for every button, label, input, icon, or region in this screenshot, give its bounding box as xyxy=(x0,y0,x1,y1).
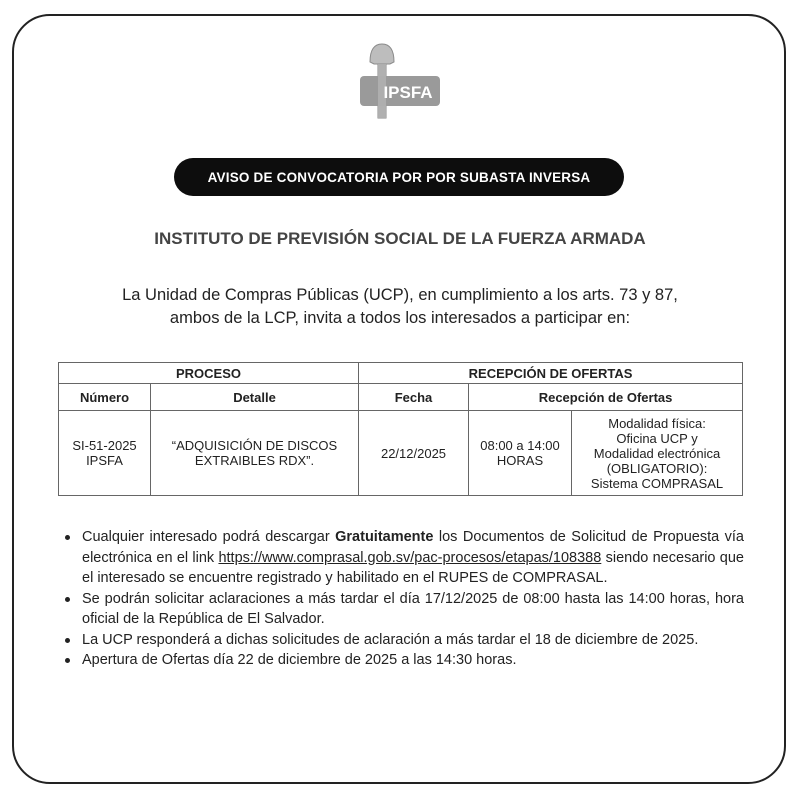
modalidad-line: (OBLIGATORIO): xyxy=(606,460,708,476)
detalle-line-1: “ADQUISICIÓN DE DISCOS xyxy=(171,438,338,453)
bullet-text: siendo necesario que el interesado se encuentre registrado y habilitado en el RUPES de COMPRASAL. xyxy=(82,549,744,586)
cell-fecha: 22/12/2025 xyxy=(359,411,469,496)
horario-line-2: HORAS xyxy=(496,453,544,468)
process-table xyxy=(58,362,743,496)
intro-line-2: ambos de la LCP, invita a todos los interesados a participar en: xyxy=(169,309,631,327)
bullet-dot-icon xyxy=(65,658,70,663)
bullet-text: La UCP responderá a dichas solicitudes de aclaración a más tardar el 18 de diciembre de 2025. xyxy=(82,631,699,648)
bullet-dot-icon xyxy=(65,638,70,643)
numero-line-2: IPSFA xyxy=(86,453,123,468)
modalidad-line: Oficina UCP y xyxy=(616,430,698,446)
column-header-detalle: Detalle xyxy=(151,384,359,411)
modalidad-line: Modalidad electrónica xyxy=(593,445,721,461)
bullet-text: los Documentos de Solicitud de Propuesta vía electrónica en el link xyxy=(82,529,744,566)
column-header-fecha: Fecha xyxy=(359,384,469,411)
column-header-numero: Número xyxy=(59,384,151,411)
notice-banner: AVISO DE CONVOCATORIA POR POR SUBASTA INVERSA xyxy=(174,158,624,196)
table-row xyxy=(59,411,743,496)
table-group-header-row xyxy=(59,363,743,384)
bullet-text: Se podrán solicitar aclaraciones a más tardar el día 17/12/2025 de 08:00 hasta las 14:00 horas, hora oficial de la República de El Salvador. xyxy=(82,590,744,627)
cell-modalidad xyxy=(572,411,743,496)
cell-detalle xyxy=(151,411,359,496)
bullet-bold-text: Gratuitamente xyxy=(335,529,434,545)
table-column-header-row xyxy=(59,384,743,411)
bullet-dot-icon xyxy=(65,597,70,602)
bullet-clarifications xyxy=(82,589,744,630)
cell-horario xyxy=(469,411,572,496)
column-header-recepcion: Recepción de Ofertas xyxy=(469,384,743,411)
detalle-line-2: EXTRAIBLES RDX”. xyxy=(194,453,315,468)
modalidad-line: Modalidad física: xyxy=(608,415,706,431)
cell-numero xyxy=(59,411,151,496)
ipsfa-logo xyxy=(356,40,442,122)
numero-line-1: SI-51-2025 xyxy=(72,438,137,453)
bullet-opening xyxy=(82,650,744,671)
bullet-dot-icon xyxy=(65,535,70,540)
intro-paragraph xyxy=(90,284,710,330)
bullet-responses xyxy=(82,630,744,651)
info-bullet-list xyxy=(82,527,744,671)
modalidad-line: Sistema COMPRASAL xyxy=(590,475,724,491)
logo-text: IPSFA xyxy=(383,83,433,102)
bullet-text: Apertura de Ofertas día 22 de diciembre de 2025 a las 14:30 horas. xyxy=(82,652,517,668)
institute-title: INSTITUTO DE PREVISIÓN SOCIAL DE LA FUERZA ARMADA xyxy=(154,229,646,248)
comprasal-link[interactable]: https://www.comprasal.gob.sv/pac-procesos/etapas/108388 xyxy=(218,549,602,566)
bullet-text: Cualquier interesado podrá descargar xyxy=(82,529,336,545)
intro-line-1: La Unidad de Compras Públicas (UCP), en cumplimiento a los arts. 73 y 87, xyxy=(122,286,678,304)
group-header-recepcion: RECEPCIÓN DE OFERTAS xyxy=(359,363,743,384)
group-header-proceso: PROCESO xyxy=(59,363,359,384)
horario-line-1: 08:00 a 14:00 xyxy=(480,438,560,453)
bullet-download xyxy=(82,527,744,589)
